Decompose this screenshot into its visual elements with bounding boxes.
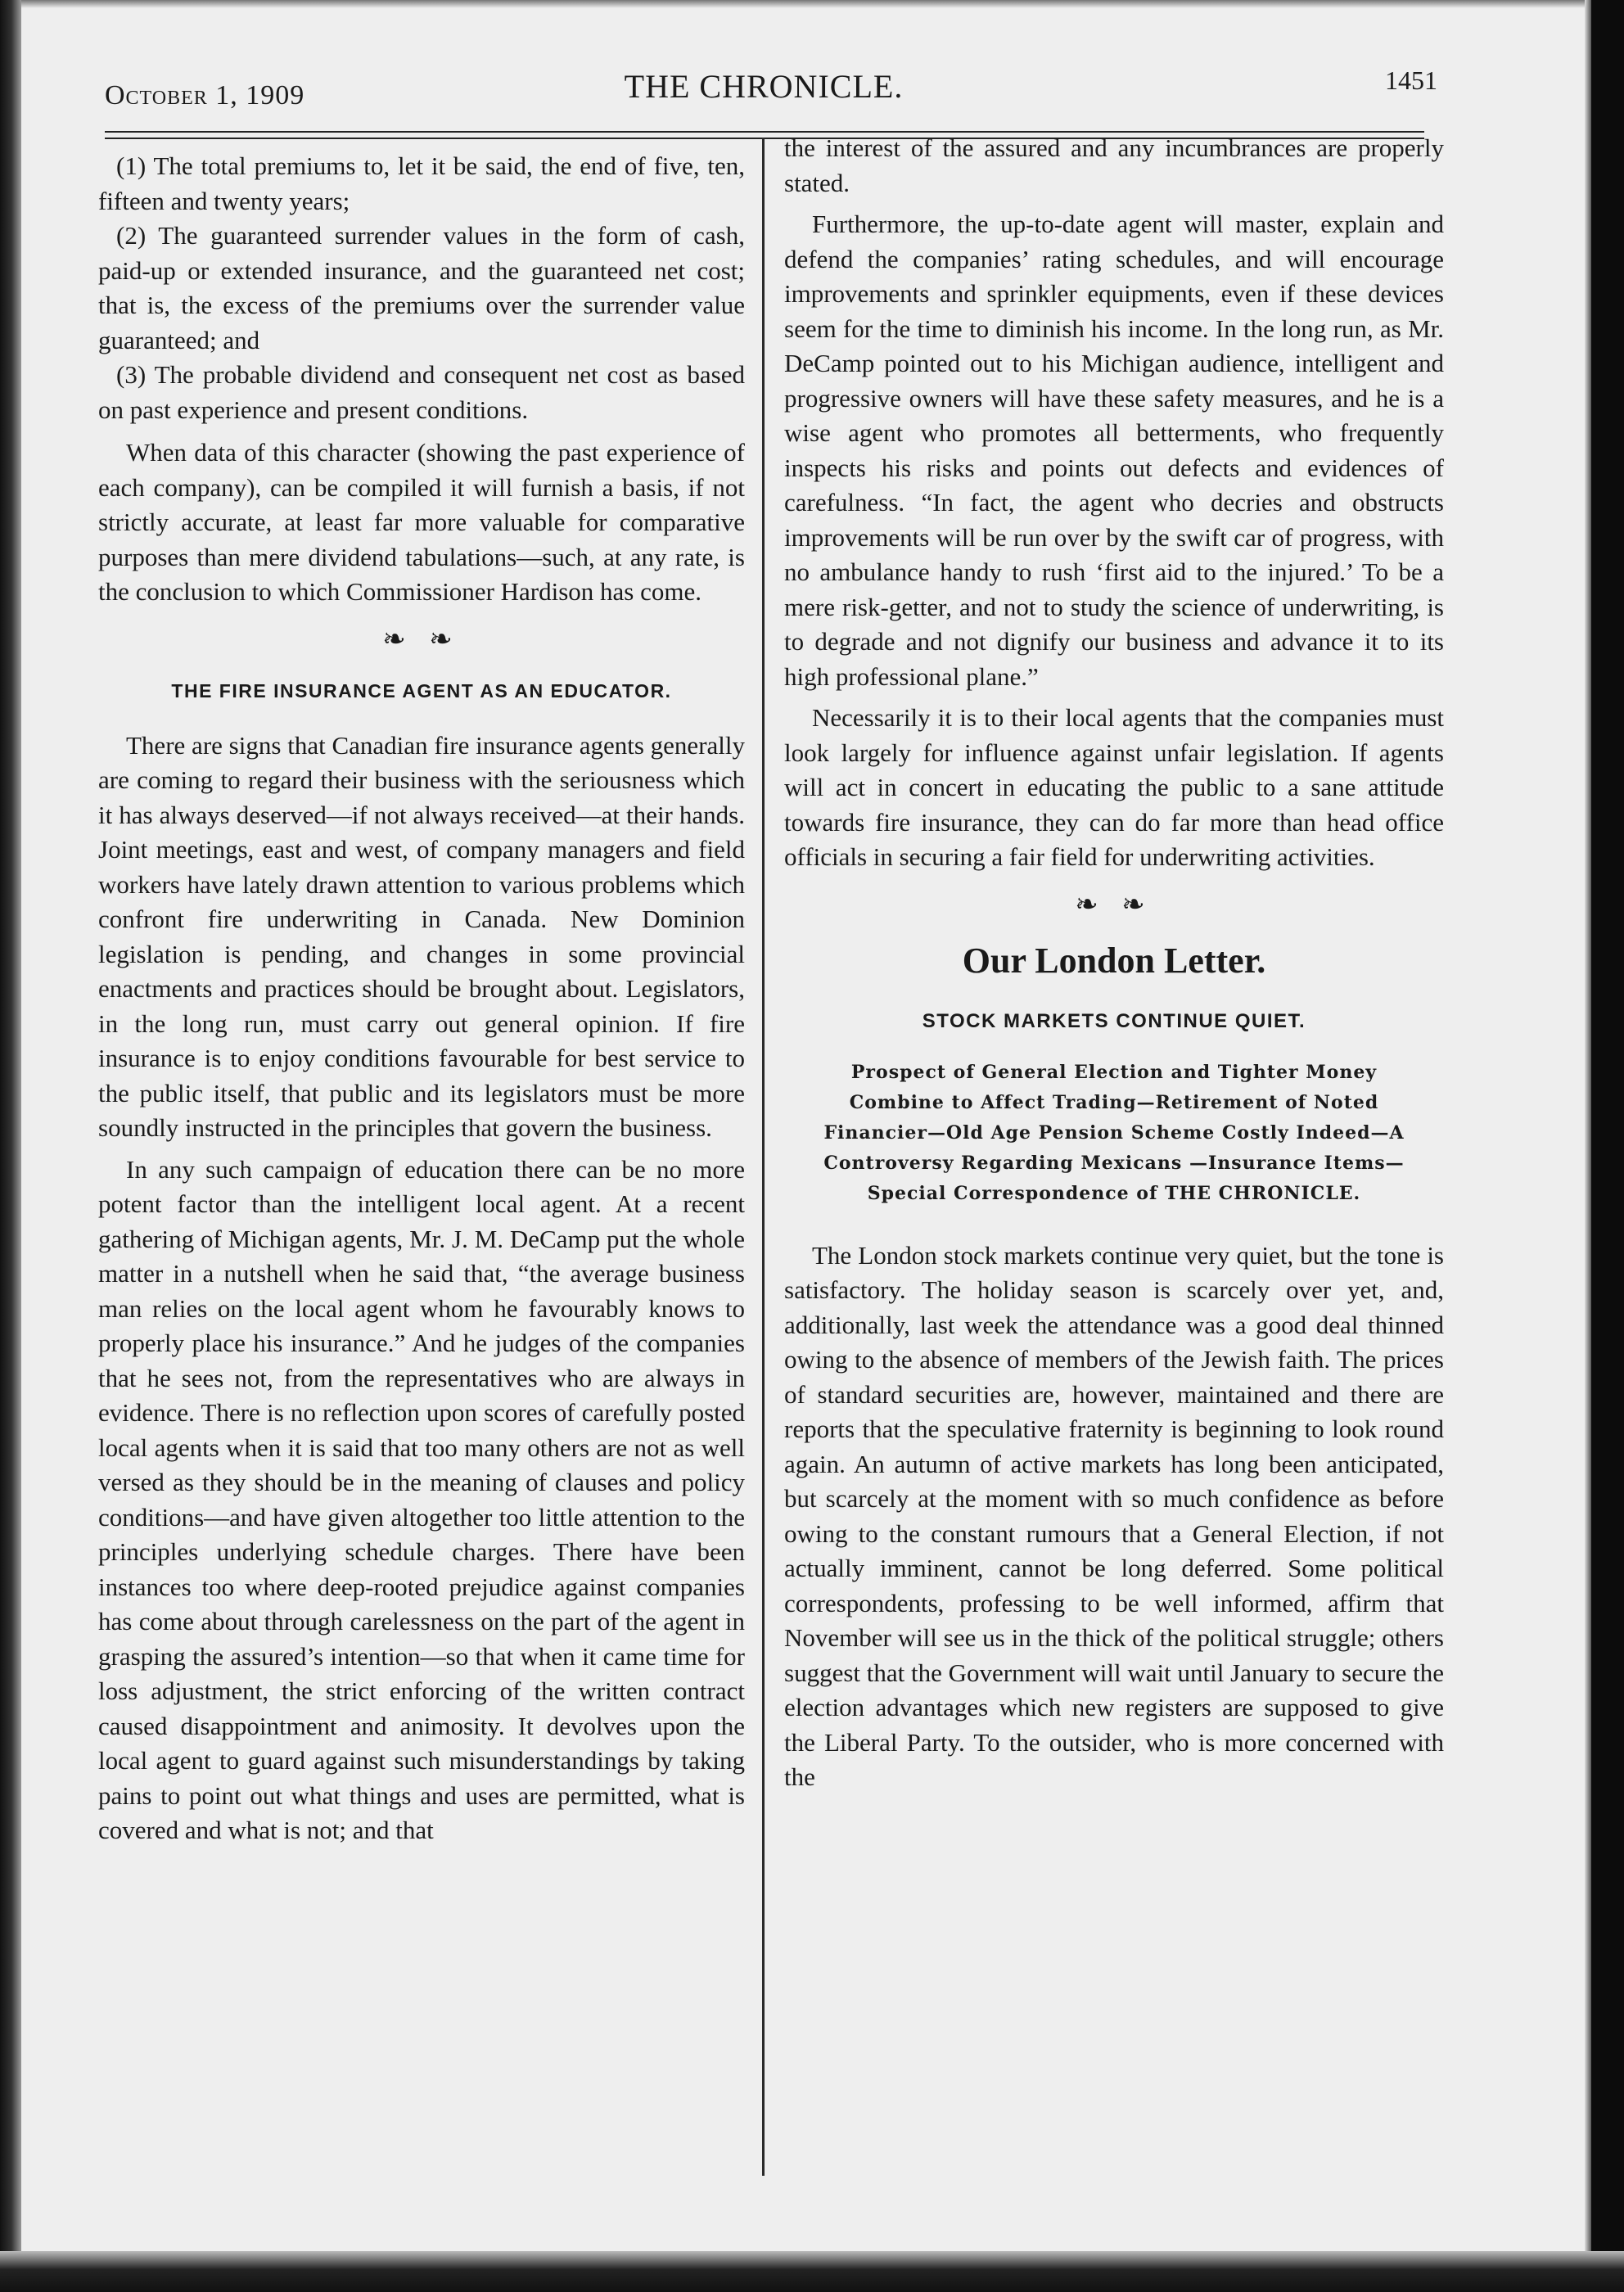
scan-border-right (1591, 0, 1624, 2292)
issue-date: October 1, 1909 (105, 80, 305, 111)
section-separator-ornament: ❧ ❧ (1075, 889, 1153, 920)
paragraph-furthermore: Furthermore, the up-to-date agent will master, explain and defend the companies’ rating schedules, and will encourage improvements and sprinkler equipments, even if these devices seem for the time to diminish his income. In the long run, as Mr. DeCamp pointed out to his Michigan audience, intelligent and progressive owners will have these safety measures, and he is a wise agent who promotes all betterments, who frequently inspects his risks and points out defects and evidences of carefulness. “In fact, the agent who decries and obstructs improvements will be run over by the swift car of progress, with no ambulance handy to rush ‘first aid to the injured.’ To be a mere risk-getter, and not to study the science of underwriting, is to degrade and not dignify our business and advance it to its high professional plane.” (784, 210, 1444, 691)
section-title-fire-agent: THE FIRE INSURANCE AGENT AS AN EDUCATOR. (171, 680, 672, 702)
list-item-surrender-values: (2) The guaranteed surrender values in the form of cash, paid-up or extended insurance, and the guaranteed net cost; that is, the excess of the premiums over the surrender value guaranteed; and (98, 221, 745, 354)
article-deck: Prospect of General Election and Tighter Money Combine to Affect Trading—Retirement of Noted Financier—Old Age Pension Scheme Costly Indeed—A Controversy Regarding Mexicans —Insurance Items—Special Correspondence of THE CHRONICLE. (823, 1061, 1405, 1204)
page-header (105, 57, 1437, 115)
paragraph-data-character: When data of this character (showing the past experience of each company), can be compiled it will furnish a basis, if not strictly accurate, at least far more valuable for comparative purposes than mere dividend tabulations—such, at any rate, is the conclusion to which Commissioner Hardison has come. (98, 438, 745, 606)
column-divider (762, 138, 765, 2176)
scan-border-right-shadow (1585, 0, 1591, 2292)
list-item-dividend: (3) The probable dividend and consequent net cost as based on past experience and present conditions. (98, 360, 745, 424)
article-title-london-letter: Our London Letter. (962, 941, 1266, 981)
page-number: 1451 (1385, 65, 1437, 95)
left-column (98, 149, 745, 1848)
article-subtitle: STOCK MARKETS CONTINUE QUIET. (922, 1010, 1306, 1032)
paragraph-necessarily: Necessarily it is to their local agents that the companies must look largely for influence against unfair legislation. If agents will act in concert in educating the public to a sane attitude towards fire insurance, they can do far more than head office officials in securing a fair field for underwriting activities. (784, 703, 1444, 871)
paragraph-signs: There are signs that Canadian fire insurance agents generally are coming to regard their business with the seriousness which it has always deserved—if not always received—at their hands. Joint meetings, east and west, of company managers and field workers have lately drawn attention to various problems which confront fire underwriting in Canada. New Dominion legislation is pending, and changes in some provincial enactments and practices should be brought about. Legislators, in the long run, must carry out general opinion. If fire insurance is to enjoy conditions favourable for best service to the public itself, that public and its legislators must be more soundly instructed in the principles that govern the business. (98, 730, 745, 1142)
list-item-premiums: (1) The total premiums to, let it be said, the end of five, ten, fifteen and twenty years; (98, 151, 745, 215)
scan-border-left (0, 0, 21, 2292)
paragraph-london-markets: The London stock markets continue very quiet, but the tone is satisfactory. The holiday season is scarcely over yet, and, additionally, last week the attendance was a good deal thinned owing to the absence of members of the Jewish faith. The prices of standard securities are, however, maintained and there are reports that the speculative fraternity is beginning to look round again. An autumn of active markets has long been anticipated, but scarcely at the moment with so much confidence as before owing to the constant rumours that a General Election, if not actually imminent, cannot be long deferred. Some political correspondents, professing to be well informed, affirm that November will see us in the thick of the political struggle; others suggest that the Government will wait until January to secure the election advantages which new registers are supposed to give the Liberal Party. To the outsider, who is more concerned with the (784, 1240, 1444, 1791)
right-column (784, 131, 1444, 1795)
scan-border-bottom (0, 2251, 1624, 2292)
publication-title: THE CHRONICLE. (624, 68, 904, 105)
paragraph-continued: the interest of the assured and any incumbrances are properly stated. (784, 133, 1444, 197)
paragraph-campaign: In any such campaign of education there can be no more potent factor than the intelligent local agent. At a recent gathering of Michigan agents, Mr. J. M. DeCamp put the whole matter in a nutshell when he said that, “the average business man relies on the local agent whom he favourably knows to properly place his insurance.” And he judges of the companies that he sees not, from the representatives who are always in evidence. There is no reflection upon scores of carefully posted local agents when it is said that too many others are not as well versed as they should be in the meaning of clauses and policy conditions—and have given altogether too little attention to the principles underlying schedule charges. There have been instances too where deep-rooted prejudice against companies has come about through carelessness on the part of the agent in grasping the assured’s intention—so that when it came time for loss adjustment, the strict enforcing of the written contract caused disappointment and animosity. It devolves upon the local agent to guard against such misunderstandings by taking pains to point out what things and uses are permitted, what is covered and what is not; and that (98, 1154, 745, 1844)
scan-border-top (0, 0, 1624, 8)
section-separator-ornament: ❧ ❧ (382, 624, 461, 655)
